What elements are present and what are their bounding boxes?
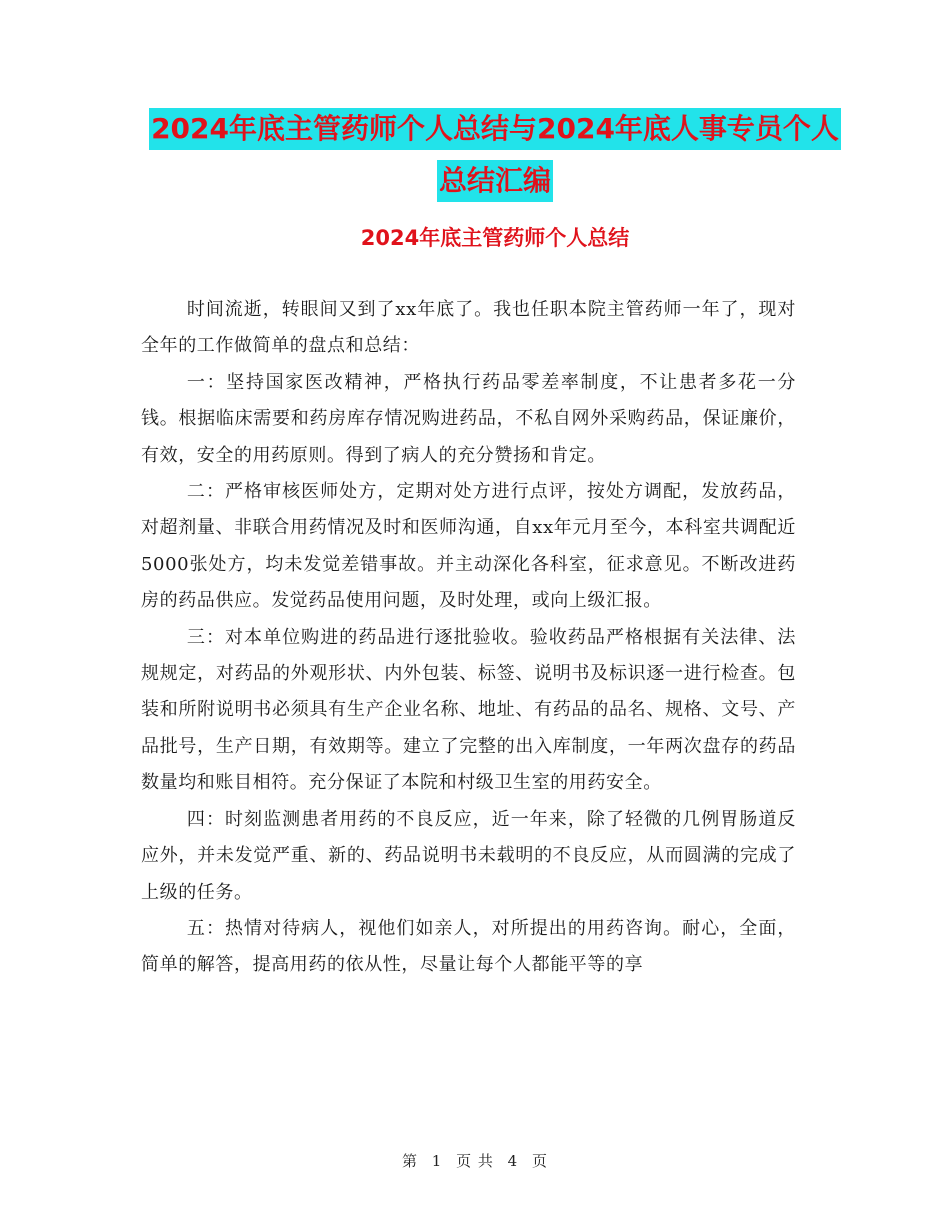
footer-prefix: 第 [401, 1152, 418, 1170]
paragraph-item-3: 三：对本单位购进的药品进行逐批验收。验收药品严格根据有关法律、法规规定，对药品的外观形状、内外包装、标签、说明书及标识逐一进行检查。包装和所附说明书必须具有生产企业名称、地址、有药品的品名、规格、文号、产品批号，生产日期，有效期等。建立了完整的出入库制度，一年两次盘存的药品数量均和账目相符。充分保证了本院和村级卫生室的用药安全。 [141, 626, 796, 794]
title-line-2: 总结汇编 [437, 160, 553, 202]
page-footer [0, 1150, 950, 1171]
footer-middle: 页 共 [456, 1152, 494, 1170]
footer-total-pages: 4 [507, 1152, 519, 1170]
document-body [141, 292, 796, 984]
paragraph-item-1: 一：坚持国家医改精神，严格执行药品零差率制度，不让患者多花一分钱。根据临床需要和药房库存情况购进药品，不私自网外采购药品，保证廉价，有效，安全的用药原则。得到了病人的充分赞扬和肯定。 [141, 371, 796, 466]
paragraph-intro: 时间流逝，转眼间又到了xx年底了。我也任职本院主管药师一年了，现对全年的工作做简单的盘点和总结： [141, 299, 796, 357]
footer-page-number: 1 [431, 1152, 443, 1170]
title-line-1: 2024年底主管药师个人总结与2024年底人事专员个人 [149, 108, 841, 150]
paragraph-item-5: 五：热情对待病人，视他们如亲人，对所提出的用药咨询。耐心，全面，简单的解答，提高用药的依从性，尽量让每个人都能平等的享 [141, 917, 796, 976]
footer-suffix: 页 [532, 1152, 549, 1170]
section-heading: 2024年底主管药师个人总结 [360, 226, 630, 250]
document-title [140, 108, 850, 202]
paragraph-item-4: 四：时刻监测患者用药的不良反应，近一年来，除了轻微的几例胃肠道反应外，并未发觉严重、新的、药品说明书未载明的不良反应，从而圆满的完成了上级的任务。 [141, 808, 796, 903]
paragraph-item-2: 二：严格审核医师处方，定期对处方进行点评，按处方调配，发放药品，对超剂量、非联合用药情况及时和医师沟通，自xx年元月至今，本科室共调配近5000张处方，均未发觉差错事故。并主动深化各科室，征求意见。不断改进药房的药品供应。发觉药品使用问题，及时处理，或向上级汇报。 [141, 481, 796, 612]
